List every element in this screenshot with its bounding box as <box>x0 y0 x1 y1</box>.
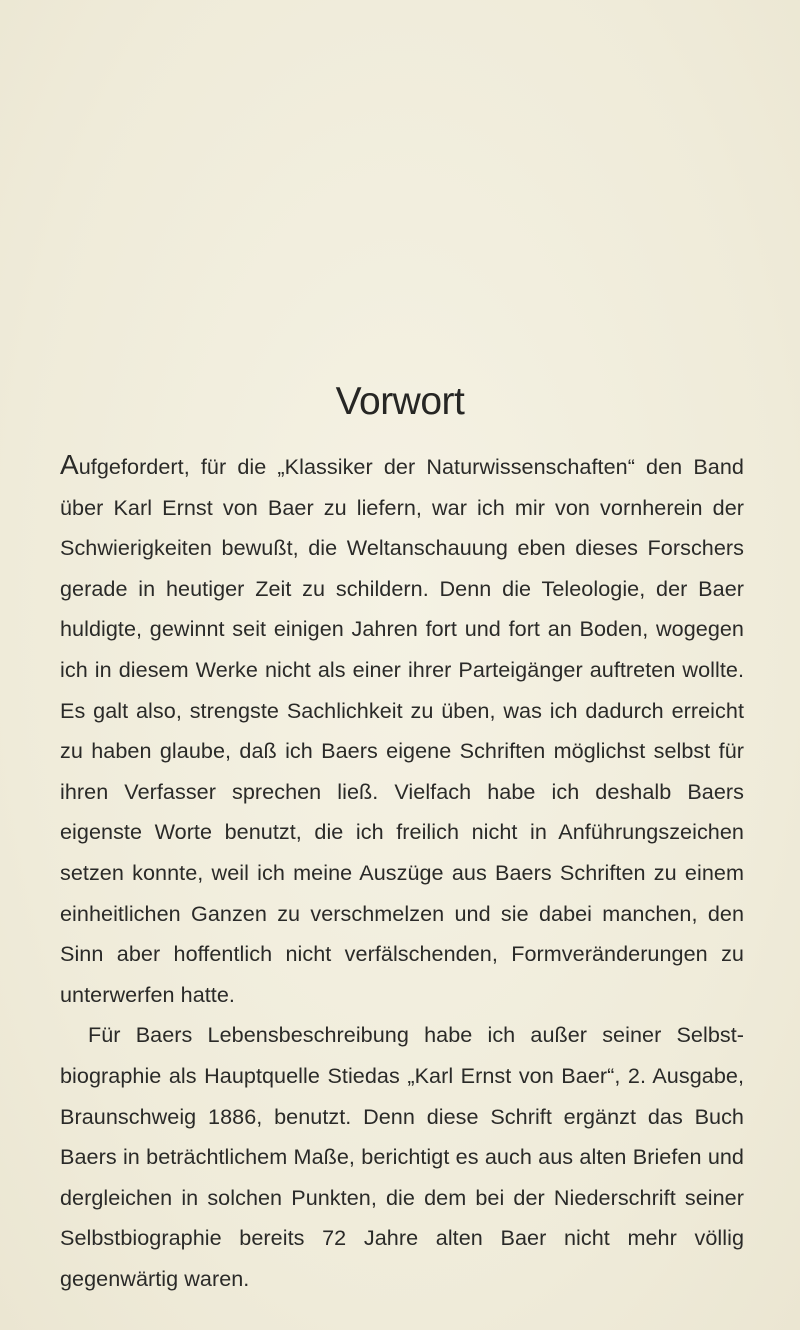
paragraph-2: Für Baers Lebensbeschreibung habe ich außer seiner Selbstbiographie als Hauptquelle Stiedas „Karl Ernst von Baer“, 2. Ausgabe, Braunschweig 1886, benutzt. Denn diese Schrift ergänzt das Buch Baers in beträchtlichem Maße, berichtigt es auch aus alten Briefen und dergleichen in solchen Punkten, die dem bei der Niederschrift seiner Selbstbiographie bereits 72 Jahre alten Baer nicht mehr völlig gegenwärtig waren. <box>60 1022 744 1291</box>
paragraph-1-text: ufgefordert, für die „Klassiker der Naturwissenschaften“ den Band über Karl Ernst von Baer zu liefern, war ich mir von vornherein der Schwierigkeiten bewußt, die Weltanschauung eben dieses Forschers gerade in heutiger Zeit zu schildern. Denn die Teleologie, der Baer huldigte, gewinnt seit einigen Jahren fort und fort an Boden, wogegen ich in diesem Werke nicht als einer ihrer Parteigänger auftreten wollte. Es galt also, strengste Sachlichkeit zu üben, was ich dadurch erreicht zu haben glaube, daß ich Baers eigene Schriften möglichst selbst für ihren Verfasser sprechen ließ. Vielfach habe ich deshalb Baers eigenste Worte benutzt, die ich freilich nicht in Anführungszeichen setzen konnte, weil ich meine Auszüge aus Baers Schriften zu einem einheitlichen Ganzen zu verschmelzen und sie dabei manchen, den Sinn aber hoffentlich nicht verfälschenden, Formveränderungen zu unterwerfen hatte. <box>60 454 744 1007</box>
preface-body <box>60 445 744 1299</box>
paragraph-1 <box>60 445 744 1015</box>
initial-letter: A <box>60 449 79 480</box>
page-title: Vorwort <box>335 380 465 423</box>
